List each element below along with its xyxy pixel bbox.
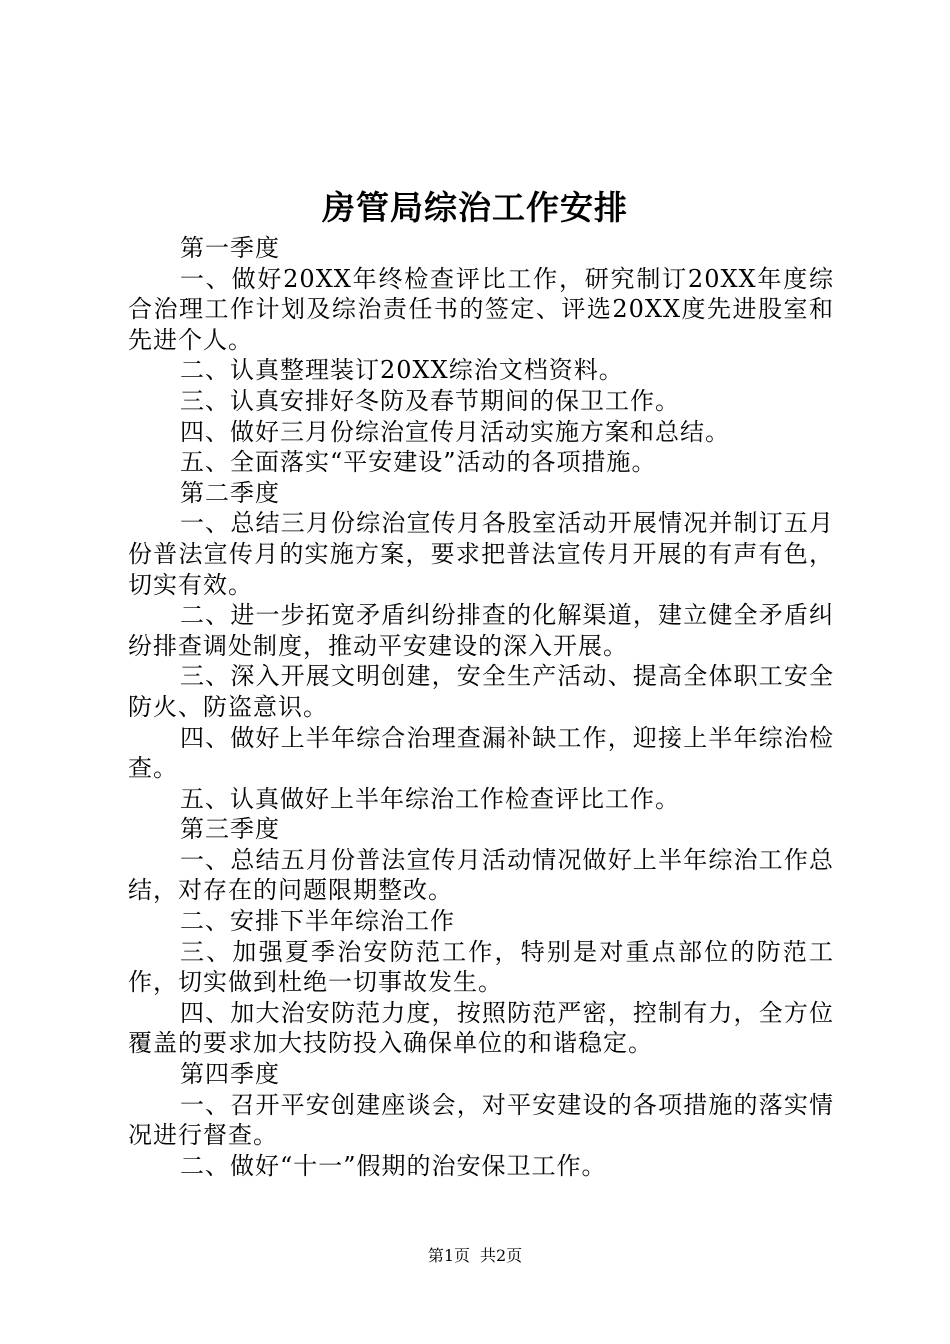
list-item: 一、召开平安创建座谈会，对平安建设的各项措施的落实情况进行督查。 [128, 1090, 834, 1150]
list-item: 一、做好20XX年终检查评比工作，研究制订20XX年度综合治理工作计划及综治责任书的签定、评选20XX度先进股室和先进个人。 [128, 264, 834, 354]
section-heading: 第三季度 [180, 815, 280, 844]
list-item: 二、进一步拓宽矛盾纠纷排查的化解渠道，建立健全矛盾纠纷排查调处制度，推动平安建设的深入开展。 [128, 601, 834, 660]
document-title: 房管局综治工作安排 [322, 188, 628, 227]
page-number: 第1页 [427, 1246, 470, 1265]
section-heading: 第四季度 [180, 1060, 280, 1089]
list-item: 三、认真安排好冬防及春节期间的保卫工作。 [180, 386, 680, 415]
page-total: 共2页 [480, 1246, 523, 1265]
list-item: 三、深入开展文明创建，安全生产活动、提高全体职工安全防火、防盗意识。 [128, 662, 834, 721]
document-body [128, 233, 834, 1181]
list-item: 一、总结五月份普法宣传月活动情况做好上半年综治工作总结，对存在的问题限期整改。 [128, 845, 834, 905]
list-item: 一、总结三月份综治宣传月各股室活动开展情况并制订五月份普法宣传月的实施方案，要求把普法宣传月开展的有声有色，切实有效。 [128, 509, 834, 599]
list-item: 四、做好上半年综合治理查漏补缺工作，迎接上半年综治检查。 [128, 723, 834, 783]
section-heading: 第一季度 [180, 234, 280, 262]
list-item: 二、认真整理装订20XX综治文档资料。 [180, 356, 624, 385]
list-item: 二、安排下半年综治工作 [180, 907, 455, 936]
page-footer [0, 1244, 950, 1268]
list-item: 五、认真做好上半年综治工作检查评比工作。 [180, 784, 680, 813]
section-heading: 第二季度 [180, 478, 280, 507]
list-item: 三、加强夏季治安防范工作，特别是对重点部位的防范工作，切实做到杜绝一切事故发生。 [128, 937, 834, 997]
list-item: 五、全面落实“平安建设”活动的各项措施。 [180, 448, 657, 477]
list-item: 四、加大治安防范力度，按照防范严密，控制有力，全方位覆盖的要求加大技防投入确保单位的和谐稳定。 [128, 998, 834, 1058]
list-item: 四、做好三月份综治宣传月活动实施方案和总结。 [180, 417, 730, 446]
list-item: 二、做好“十一”假期的治安保卫工作。 [180, 1151, 607, 1180]
